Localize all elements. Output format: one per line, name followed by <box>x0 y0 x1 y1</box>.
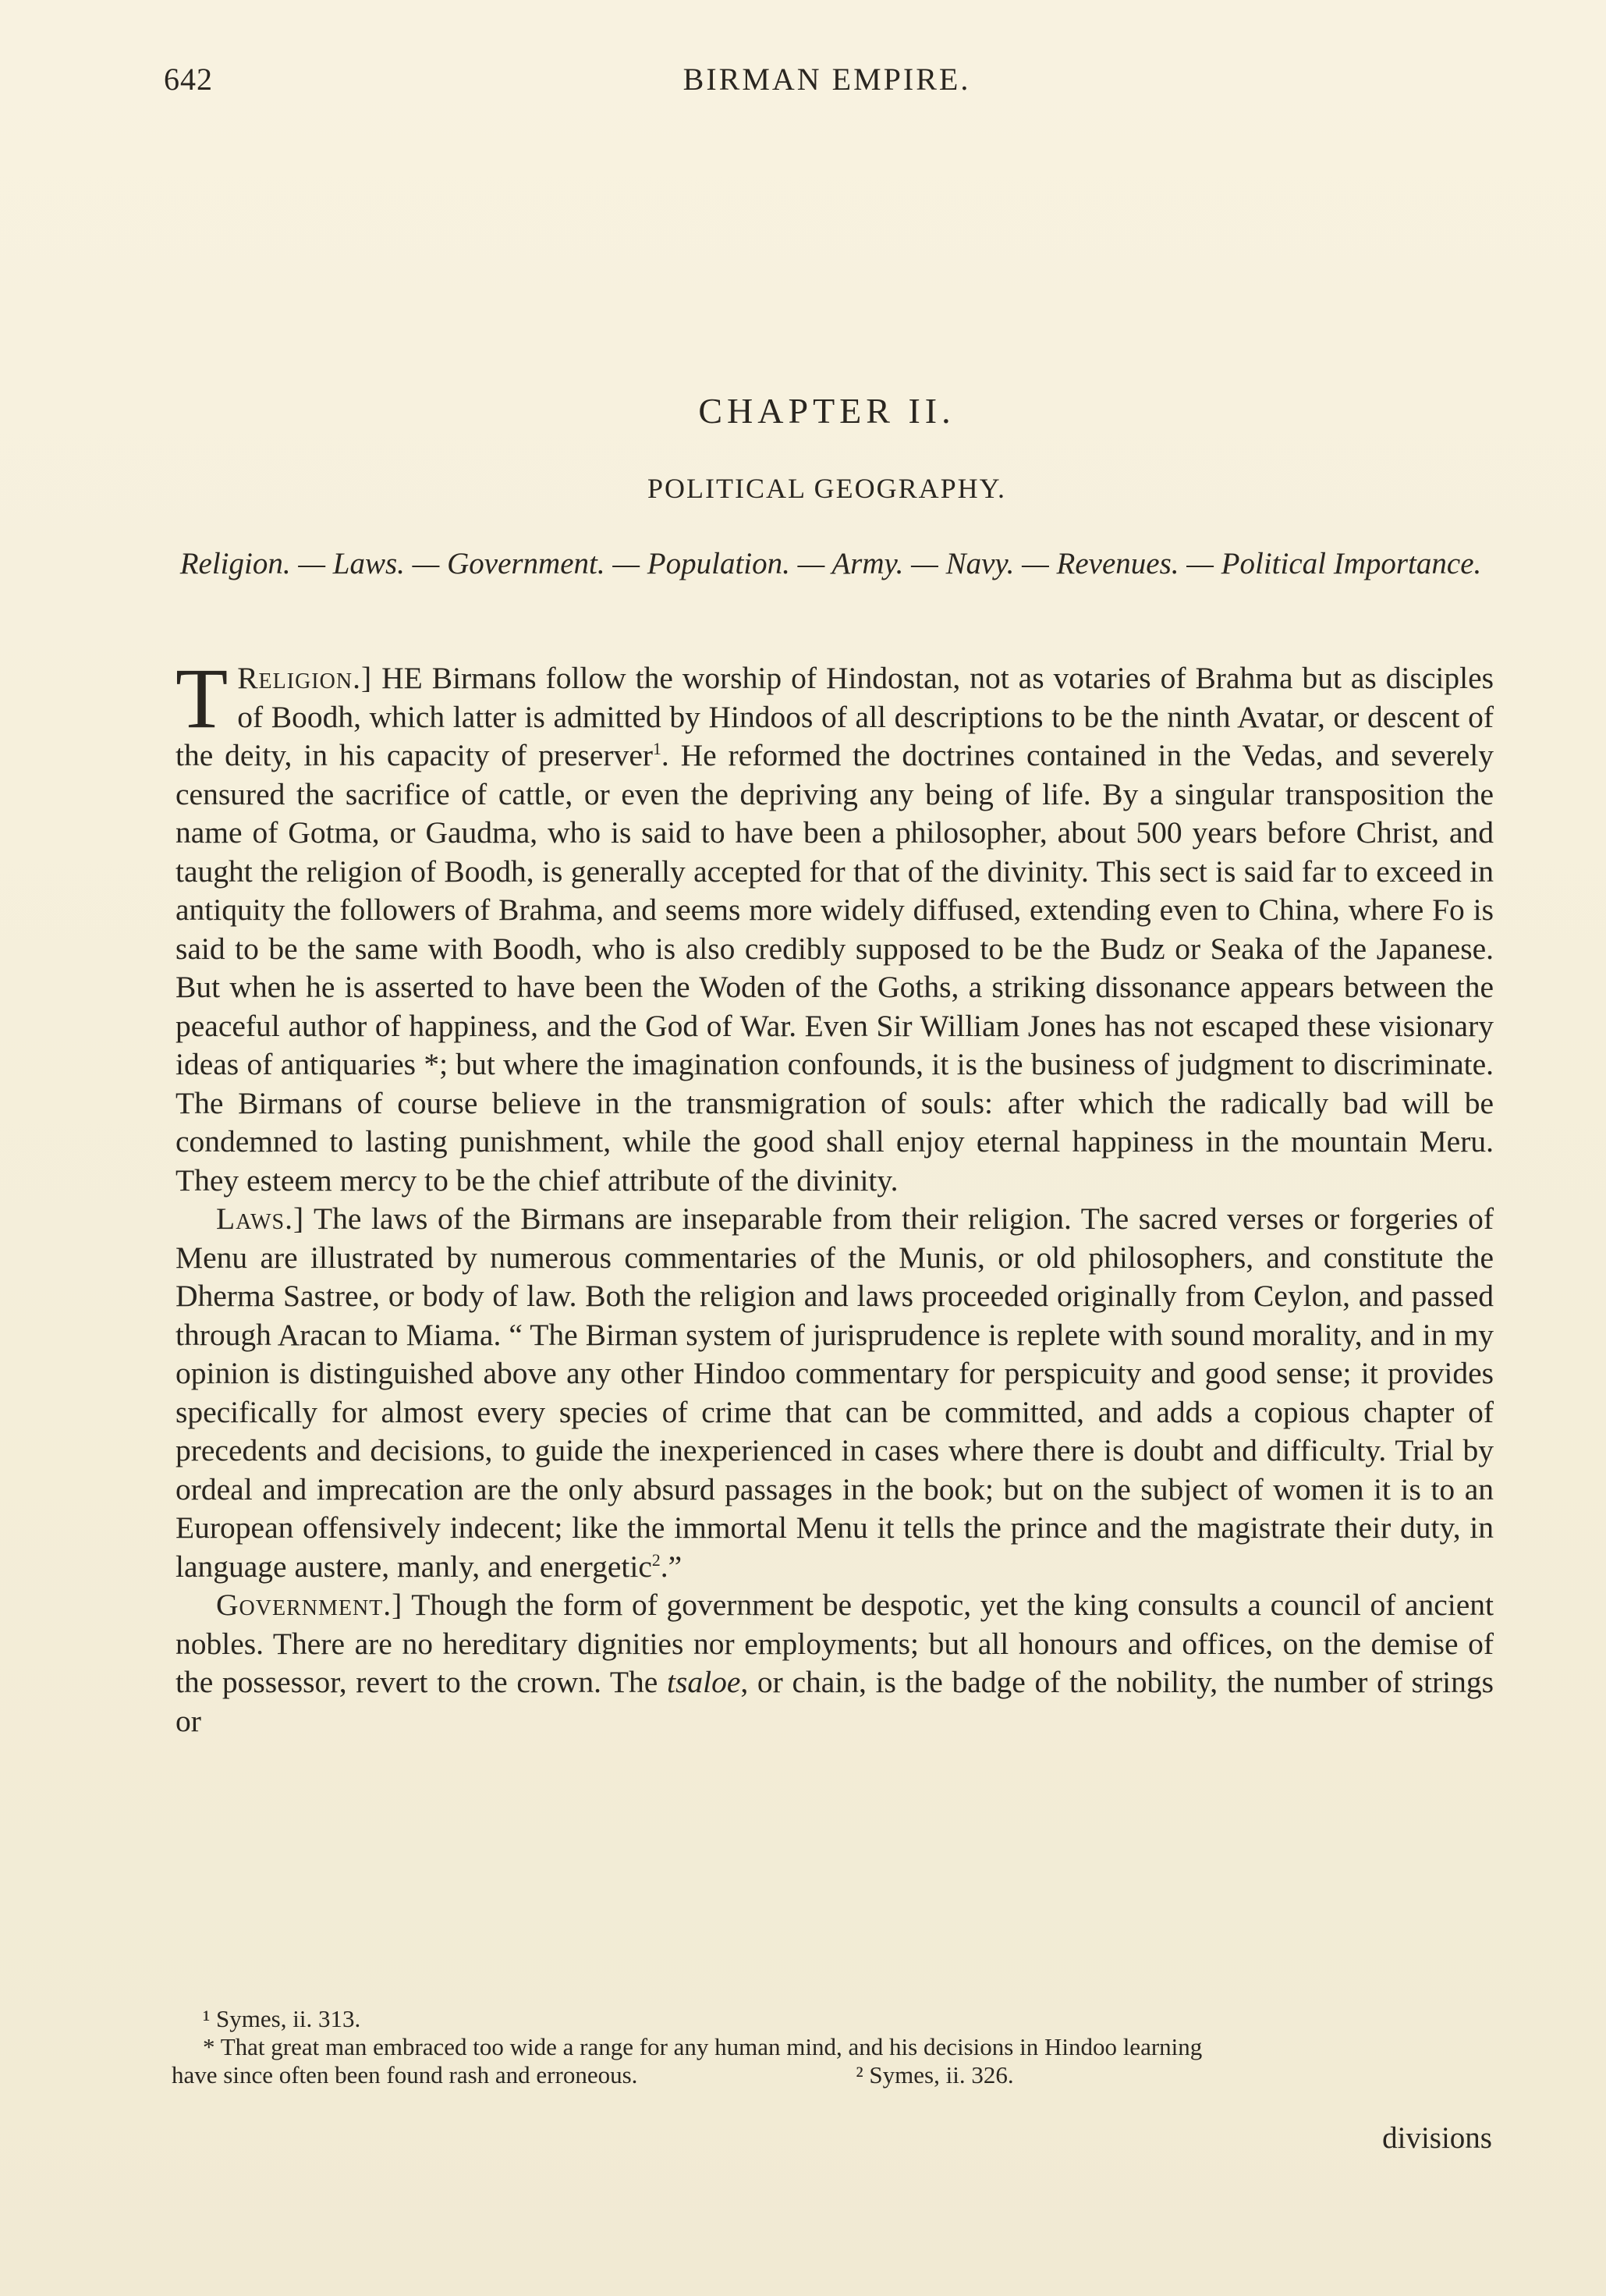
footnote-ref-1: 1 <box>653 739 661 758</box>
footnote-star: * That great man embraced too wide a range for any human mind, and his decisions in Hindoo learning <box>203 2033 1203 2060</box>
italic-term: tsaloe <box>667 1665 741 1699</box>
footnote-ref-2: 2 <box>651 1550 661 1570</box>
religion-text-b: . He reformed the doctrines contained in the Vedas, and severely censured the sacrifice of cattle, or even the depriving any being of life. By a singular transposition the name of Gotma, or Gaudma, who is said to have been a philosopher, about 500 years before Christ, and taught the religion of Boodh, is generally accepted for that of the divinity. This sect is said far to exceed in antiquity the followers of Brahma, and seems more widely diffused, extending even to China, where Fo is said to be the same with Boodh, who is also credibly supposed to be the Budz or Seaka of the Japanese. But when he is asserted to have been the Woden of the Goths, a striking dissonance appears between the peaceful author of happiness, and the God of War. Even Sir William Jones has not escaped these visionary ideas of antiquaries *; but where the imagination confounds, it is the business of judgment to discriminate. The Birmans of course believe in the transmigration of souls: after which the radically bad will be condemned to lasting punishment, while the good shall enjoy eternal happiness in the mountain Meru. They esteem mercy to be the chief attribute of the divinity. <box>175 738 1494 1198</box>
government-text-b: , or chain, is the badge of the nobility, the number of strings or <box>175 1665 1494 1738</box>
laws-text-b: .” <box>660 1549 682 1584</box>
sidenote-government: Government.] <box>216 1588 403 1622</box>
paragraph-government <box>175 1586 1494 1741</box>
footnote-row <box>172 2061 1490 2089</box>
page-number: 642 <box>164 62 213 97</box>
footnote-star-continued: have since often been found rash and erroneous. <box>172 2061 638 2088</box>
body-text <box>175 651 1494 1741</box>
chapter-synopsis: Religion. — Laws. — Government. — Population. — Army. — Navy. — Revenues. — Political Importance. <box>179 547 1482 580</box>
catchword: divisions <box>1382 2121 1492 2155</box>
paragraph-laws <box>175 1200 1494 1586</box>
running-title: BIRMAN EMPIRE. <box>682 62 971 97</box>
section-title: POLITICAL GEOGRAPHY. <box>647 473 1006 504</box>
page-header <box>164 61 1490 108</box>
paragraph-religion <box>175 651 1494 1200</box>
government-text-a: Though the form of government be despotic, yet the king consults a council of ancient nobles. There are no hereditary dignities nor employments; but all honours and offices, on the demise of the possessor, revert to the crown. The <box>175 1588 1494 1699</box>
chapter-heading: CHAPTER II. <box>698 391 955 431</box>
sidenote-laws: Laws.] <box>216 1201 305 1236</box>
footnotes <box>172 2005 1490 2089</box>
sidenote-religion: Religion.] <box>237 661 373 695</box>
drop-cap: T <box>175 651 229 746</box>
religion-text-a: HE Birmans follow the worship of Hindostan, not as votaries of Brahma but as disciples of Boodh, which latter is admitted by Hindoos of all descriptions to be the ninth Avatar, or descent of the deity, in his capacity of preserver <box>175 661 1494 772</box>
footnote-1: ¹ Symes, ii. 313. <box>203 2005 361 2032</box>
footnote-2: ² Symes, ii. 326. <box>856 2061 1014 2088</box>
laws-text-a: The laws of the Birmans are inseparable from their religion. The sacred verses or forgeries of Menu are illustrated by numerous commentaries of the Munis, or old philosophers, and constitute the Dherma Sastree, or body of law. Both the religion and laws proceeded originally from Ceylon, and passed through Aracan to Miama. “ The Birman system of jurisprudence is replete with sound morality, and in my opinion is distinguished above any other Hindoo commentary for perspicuity and good sense; it provides specifically for almost every species of crime that can be committed, and adds a copious chapter of precedents and decisions, to guide the inexperienced in cases where there is doubt and difficulty. Trial by ordeal and imprecation are the only absurd passages in the book; but on the subject of women it is to an European offensively indecent; like the immortal Menu it tells the prince and the magistrate their duty, in language austere, manly, and energetic <box>175 1201 1494 1584</box>
